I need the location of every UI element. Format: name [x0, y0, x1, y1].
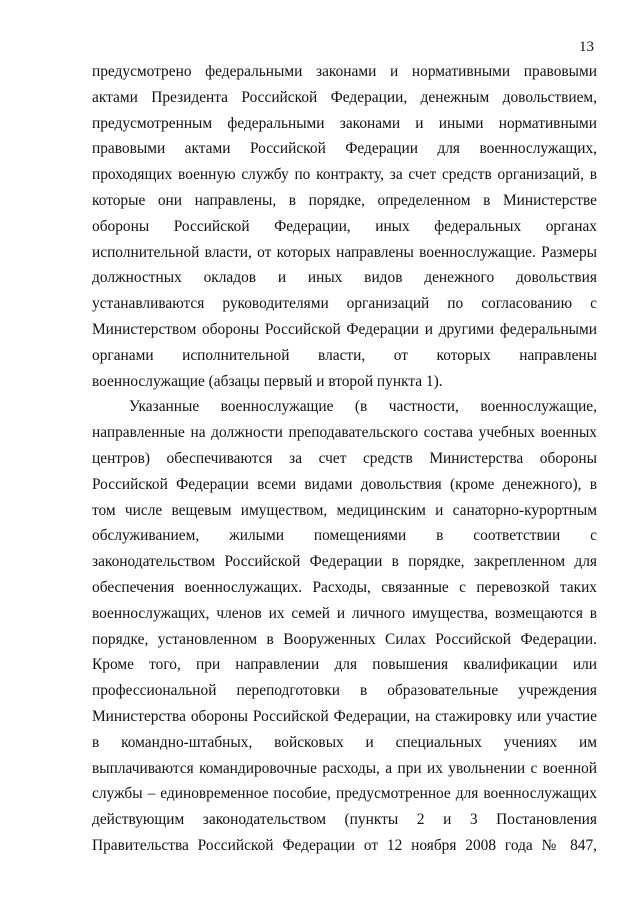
- text-line: Министерства обороны Российской Федерации, на стажировку или участие: [92, 707, 597, 725]
- text-line: профессиональной переподготовки в образовательные учреждения: [92, 682, 597, 700]
- paragraph-end-line: военнослужащие (абзацы первый и второй пункта 1).: [92, 372, 443, 390]
- text-line: порядке, установленном в Вооруженных Силах Российской Федерации.: [92, 630, 597, 648]
- body-text: [92, 59, 597, 859]
- text-line: том числе вещевым имуществом, медицинским и санаторно-курортным: [92, 501, 597, 519]
- text-line: службы – единовременное пособие, предусмотренное для военнослужащих: [92, 785, 597, 803]
- text-line: актами Президента Российской Федерации, денежным довольствием,: [92, 88, 597, 106]
- text-line: обеспечения военнослужащих. Расходы, связанные с перевозкой таких: [92, 578, 597, 596]
- text-line: устанавливаются руководителями организаций по согласованию с: [92, 295, 597, 313]
- text-line: исполнительной власти, от которых направлены военнослужащие. Размеры: [92, 243, 597, 261]
- text-line: центров) обеспечиваются за счет средств Министерства обороны: [92, 449, 597, 467]
- text-line: законодательством Российской Федерации в порядке, закрепленном для: [92, 553, 597, 571]
- text-line: органами исполнительной власти, от которых направлены: [92, 346, 597, 364]
- text-line: правовыми актами Российской Федерации для военнослужащих,: [92, 140, 597, 158]
- text-line: которые они направлены, в порядке, определенном в Министерстве: [92, 191, 597, 209]
- text-line: Министерством обороны Российской Федерации и другими федеральными: [92, 320, 597, 338]
- text-line: Российской Федерации всеми видами довольствия (кроме денежного), в: [92, 475, 597, 493]
- paragraph-start-line: Указанные военнослужащие (в частности, военнослужащие,: [129, 398, 597, 416]
- text-line: проходящих военную службу по контракту, за счет средств организаций, в: [92, 166, 597, 184]
- text-line: обороны Российской Федерации, иных федеральных органах: [92, 217, 597, 235]
- text-line: в командно-штабных, войсковых и специальных учениях им: [92, 733, 597, 751]
- page-number: 13: [579, 39, 594, 55]
- text-line: направленные на должности преподавательского состава учебных военных: [92, 424, 597, 442]
- text-line: предусмотрено федеральными законами и нормативными правовыми: [92, 63, 597, 80]
- text-line: выплачиваются командировочные расходы, а при их увольнении с военной: [92, 759, 597, 777]
- text-line: обслуживанием, жилыми помещениями в соответствии с: [92, 527, 597, 545]
- text-line: Кроме того, при направлении для повышения квалификации или: [92, 656, 597, 674]
- text-line: должностных окладов и иных видов денежного довольствия: [92, 269, 597, 287]
- text-line: предусмотренным федеральными законами и иными нормативными: [92, 114, 597, 132]
- text-line: действующим законодательством (пункты 2 и 3 Постановления: [92, 811, 597, 829]
- text-line: военнослужащих, членов их семей и личного имущества, возмещаются в: [92, 604, 597, 622]
- text-line: Правительства Российской Федерации от 12 ноября 2008 года № 847,: [92, 836, 597, 854]
